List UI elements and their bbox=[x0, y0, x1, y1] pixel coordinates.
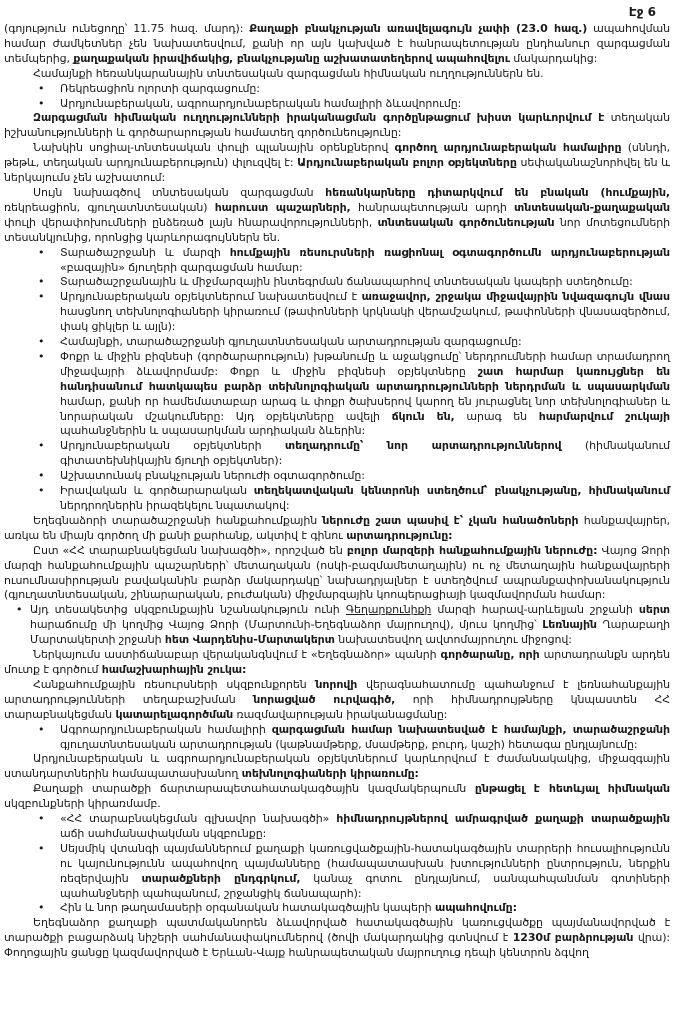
text-run: «ՀՀ տարաբնակեցման գլխավոր նախագծի» bbox=[60, 812, 337, 826]
text-run: ներուժը շատ պասիվ է՝ չկան հանածոների bbox=[322, 513, 579, 527]
paragraph bbox=[4, 141, 670, 186]
bullet-icon: • bbox=[16, 603, 23, 617]
text-run: Ռեկրեացիոն ոլորտի զարգացումը: bbox=[60, 81, 260, 95]
text-run: հիմնադրույթներով ամրագրված քաղաքի տարածքային bbox=[336, 812, 670, 826]
text-run: Քաղաքի բնակչության առավելագույն չափի (23.0 հազ.) bbox=[249, 22, 588, 35]
bullet-icon: • bbox=[38, 335, 45, 349]
text-run: Տարածաշրջանի և մարզի bbox=[60, 245, 230, 259]
bullet-item bbox=[4, 350, 670, 439]
text-run: զարգացման համար նախատեսված է համայնքի, տարածաշրջանի bbox=[271, 722, 670, 736]
text-run: որի հիմնադրույթները կնպաստեն ՀՀ տարաբնակեցման bbox=[4, 692, 671, 721]
bullet-item bbox=[4, 484, 670, 514]
text-run: 1230մ բարձրության bbox=[512, 931, 634, 945]
bullet-item bbox=[4, 97, 670, 112]
text-run: Իրավական և գործարարական bbox=[60, 484, 254, 498]
text-run: (հիմնականում գիտատեխնիկային ճյուղի օբյեկտներ): bbox=[60, 439, 670, 468]
text-run: ապահովման համար ժամկետներ չեն նախատեսվում, քանի որ այն կախված է հանրապետության ընդհանուր զարգացման տեմպերից, bbox=[4, 22, 671, 65]
text-run: Եղեգնաձոր քաղաքի պատմականորեն ձևավորված հատակագծային կառուցվածքը պայմանավորված է տարածքի բացարձակ նիշերի սահմանափակումներով (ծովի մակարդակից գտնվում է bbox=[4, 916, 670, 945]
text-run: Արդյունաբերական օբյեկտների bbox=[60, 439, 285, 453]
text-run: (սննդի, թեթև, տեղական արդյունաբերություն) փլուզվել է: bbox=[4, 141, 670, 170]
text-run: Համայնքի հեռանկարանային տնտեսական զարգացման հիմնական ուղղություններն են. bbox=[33, 66, 544, 80]
text-run: գործող արդյունաբերական համալիրը bbox=[394, 141, 622, 155]
text-run: Փոքր և միջին բիզնեսի (գործարարություն) խթանումը և աջակցումը՝ ներդրումների համար տրամադրող միջավայրի ձևավորմամբ: Փոքր և միջին բիզնեսի օբյեկտները bbox=[60, 349, 670, 378]
text-run: կատարելագործման bbox=[115, 707, 234, 721]
text-run: Աշխատունակ բնակչության ներուժի օգտագործումը: bbox=[60, 469, 365, 483]
text-run: պահանջներին և սպասարկման արդիական ձևերին: bbox=[60, 424, 366, 438]
bullet-item bbox=[4, 275, 670, 290]
bullet-icon: • bbox=[38, 439, 45, 453]
bullet-item bbox=[4, 246, 670, 276]
text-run: համաշխարհային շուկա: bbox=[101, 662, 247, 676]
text-run: տեխնոլոգիաների կիրառումը: bbox=[241, 767, 419, 781]
text-run: ռեկրեացիոն, գյուղատնտեսական) bbox=[4, 200, 215, 214]
bullet-item bbox=[4, 335, 670, 350]
paragraph bbox=[4, 678, 670, 723]
text-run: Նախկին սոցիալ-տնտեսական փուլի պլանային օրենքներով bbox=[33, 141, 395, 155]
text-run: ռազմավարության իրականացմանը: bbox=[233, 707, 448, 721]
document-body bbox=[4, 22, 670, 961]
text-run: հանքավայրեր, առկա են միայն գործող մի քանի քարհանք, ակտիվ է գինու bbox=[4, 513, 670, 542]
text-run: Հին և նոր թաղամասերի օրգանական հատակագծային կապերի bbox=[60, 901, 435, 915]
text-run: Ագրոարդյունաբերական համալիրի bbox=[60, 722, 272, 736]
text-run: Ղարաբաղի Մարտակերտի շրջանի bbox=[30, 618, 670, 647]
text-run: հանդիսանում հատկապես բարձր տեխնոլոգիական արտադրությունների ներդրման և սպասարկման bbox=[60, 379, 670, 393]
bullet-icon: • bbox=[38, 275, 45, 289]
text-run: հարմարվում շուկայի bbox=[538, 409, 671, 423]
bullet-item bbox=[4, 439, 670, 469]
text-run: Ներկայումս աստիճանաբար վերականգնվում է «Եղեգնաձոր» պանրի bbox=[33, 648, 441, 662]
text-run: հասցնող տեխնոլոգիաների կիրառում (թափոնների կրկնակի վերամշակում, թափոնների վնասազերծում, փակ ցիկլեր և այլն): bbox=[60, 305, 670, 334]
text-run: (գոյություն ունեցողը՝ 11.75 հազ. մարդ): bbox=[4, 22, 250, 35]
text-run: նորովի bbox=[315, 677, 358, 691]
bullet-icon: • bbox=[38, 812, 45, 826]
text-run: Գեղարքունիքի bbox=[345, 603, 432, 617]
bullet-item bbox=[4, 82, 670, 97]
text-run: Սեյսմիկ վտանգի պայմաններում քաղաքի կառուցվածքային-հատակագծային տարրերի հուսալիությունն ու կայունությունն ապահովող պայմանները (համապատասխան խտությունների ընտրություն, ներքին ռեզերվային bbox=[60, 841, 670, 885]
text-run: արտադրությունը: bbox=[346, 528, 453, 542]
text-run: հարաճումը մի կողմից Վայոց Ձորի (Մարտունի-Եղեգնաձոր մայրուղով), մյուս կողմից՝ bbox=[30, 618, 543, 632]
bullet-icon: • bbox=[38, 469, 45, 483]
text-run: ընթացել է հետևյալ հիմնական bbox=[474, 782, 670, 796]
paragraph bbox=[4, 544, 670, 604]
text-run: համար, քանի որ համեմատաբար արագ և փոքր ծախսերով կարող են յուրացնել նոր տեխնոլոգիաներ և նորարական մշակումները: Այդ օբյեկտները ավելի bbox=[60, 394, 670, 423]
bullet-icon: • bbox=[38, 96, 45, 110]
text-run: քաղաքական իրավիճակից, բնակչությանը աշխատատեղերով ապահովելու bbox=[73, 51, 510, 65]
text-run: տեղական իշխանությունների և գործարարության համատեղ գործունեությունը: bbox=[4, 111, 670, 140]
text-run: Տարածաշրջանային և միջմարզային ինտեգրման ճանապարհով տնտեսական կապերի ստեղծումը: bbox=[60, 275, 633, 289]
bullet-item bbox=[4, 603, 670, 648]
text-run: մարզի հարավ-արևելյան շրջանի bbox=[431, 603, 639, 617]
text-run: հետ Վարդենիս-Մարտակերտ bbox=[164, 633, 335, 647]
text-run: սերտ bbox=[638, 603, 670, 617]
bullet-icon: • bbox=[38, 245, 45, 259]
text-run: տեղադրումը՝ նոր արտադրություններով bbox=[284, 439, 562, 453]
paragraph bbox=[4, 648, 670, 678]
text-run: արագ են bbox=[454, 409, 539, 423]
text-run: Արդյունաբերական բոլոր օբյեկտները bbox=[297, 156, 517, 170]
text-run: Զարգացման հիմնական ուղղությունների իրականացման գործընթացում խիստ կարևորվում է bbox=[33, 111, 605, 125]
paragraph bbox=[4, 67, 670, 82]
bullet-item bbox=[4, 901, 670, 916]
text-run: տարածքների ընդգրկում, bbox=[141, 871, 301, 885]
bullet-icon: • bbox=[38, 484, 45, 498]
text-run: Արդյունաբերական և ագրոարդյունաբերական օբյեկտներում կարևորվում է ժամանակակից, միջազգային ստանդարտներին համապատասխանող bbox=[4, 752, 670, 781]
text-run: տնտեսական գործունեության bbox=[377, 215, 555, 229]
text-run: աճի սահմանափակման սկզբունքը: bbox=[60, 826, 267, 840]
text-run: տնտեսական-քաղաքական bbox=[514, 200, 670, 214]
text-run: Արդյունաբերական օբյեկտներում նախատեսվում է bbox=[60, 290, 362, 304]
bullet-icon: • bbox=[38, 722, 45, 736]
text-run: հումքային ռեսուրսների ռացիոնալ օգտագործումն արդյունաբերության bbox=[229, 245, 670, 259]
text-run: վրա): Փողոցային ցանցը կազմավորված է Երևան-Վայք հանրապետական մայրուղուց դեպի կենտրոն ձգվող bbox=[4, 931, 670, 960]
text-run: Համայնքի, տարածաշրջանի գյուղատնտեսական արտադրության զարգացումը: bbox=[60, 335, 522, 349]
bullet-item bbox=[4, 469, 670, 484]
text-run: Եղեգնաձորի տարածաշրջանի հանքահումքային bbox=[33, 513, 323, 527]
text-run: նորացված ուրվագիծ, bbox=[253, 692, 396, 706]
text-run: հարուստ պաշարների, bbox=[214, 200, 351, 214]
text-run: փուլի վերափոխումների ընձեռած լայն հնարավորությունների, bbox=[4, 215, 378, 229]
bullet-item bbox=[4, 290, 670, 335]
text-run: Արդյունաբերական, ագրոարդյունաբերական համալիրի ձևավորումը: bbox=[60, 96, 462, 110]
text-run: գյուղատնտեսական արտադրության (կաթնամթերք, մսամթերք, բուրդ, կաշի) հետագա ընդլայնումը: bbox=[60, 737, 638, 751]
text-run: Քաղաքի տարածքի ճարտարապետահատակագծային կազմակերպումն bbox=[33, 782, 475, 796]
text-run: Լեռնային bbox=[542, 618, 597, 632]
text-run: Հանքահումքային ռեսուրսների սկզբունքորեն bbox=[33, 677, 316, 691]
bullet-icon: • bbox=[38, 349, 45, 363]
text-run: Ըստ «ՀՀ տարաբնակեցման նախագծի», որոշված են bbox=[33, 543, 347, 557]
text-run: մակարդակից: bbox=[509, 51, 598, 65]
text-run: նոր մոտեցումների տեսանկյունից, որոնցից կարևորագույններն են. bbox=[4, 215, 670, 244]
text-run: Վայոց Ձորի մարզի հանքահումքային պաշարների՝ մետաղական (ոսկի-բազմամետաղային) ու ոչ մետաղային հանքավայրերի ուսումնասիրության բավականին բարձր մակարդակը՝ նախադրյալներ է ստեղծվում ապրանքափոխանակություն (գյուղատնտեսական, շինարարական, բուժական) միջմարզային կոոպերացիայի կազմավորման համար: bbox=[4, 543, 670, 602]
paragraph bbox=[4, 782, 670, 812]
bullet-item bbox=[4, 842, 670, 902]
text-run: Այդ տեսակետից սկզբունքային նշանակություն ունի bbox=[30, 603, 346, 617]
bullet-icon: • bbox=[38, 901, 45, 915]
text-run: սեփականաշնորհվել են և ներկայումս չեն աշխատում: bbox=[4, 156, 671, 185]
text-run: կանաչ գոտու ընդլայնում, սանպահպանման գոտիների պահանջների պահպանում, շրջանցիկ ճանապարհ): bbox=[60, 871, 670, 900]
text-run: բոլոր մարզերի հանքահումքային ներուժը: bbox=[346, 543, 598, 557]
paragraph bbox=[4, 111, 670, 141]
text-run: ներդրողներին իրազեկելու նպատակով: bbox=[60, 499, 290, 512]
text-run: վերագնահատումը պահանջում է լեռնահանքային արտադրությունների տեղաբաշխման bbox=[4, 677, 670, 706]
text-run: շատ հարմար կառույցներ են bbox=[477, 364, 670, 378]
paragraph bbox=[4, 186, 670, 246]
bullet-item bbox=[4, 812, 670, 842]
paragraph bbox=[4, 752, 670, 782]
page-number: Էջ 6 bbox=[628, 5, 656, 19]
text-run: նախատեսվող ավտոմայրուղու միջոցով: bbox=[334, 633, 572, 647]
text-run: սկզբունքների կիրառմամբ. bbox=[4, 797, 161, 811]
text-run: հանրապետության արդի bbox=[350, 200, 515, 214]
text-run: գործարանը, որի bbox=[440, 648, 540, 662]
bullet-icon: • bbox=[38, 841, 45, 855]
bullet-icon: • bbox=[38, 290, 45, 304]
text-run: առաջավոր, շրջակա միջավայրին նվազագույն վնաս bbox=[361, 290, 670, 304]
bullet-icon: • bbox=[38, 81, 45, 95]
paragraph bbox=[4, 514, 670, 544]
text-run: հեռանկարները դիտարկվում են բնական (հումքային, bbox=[325, 185, 670, 199]
text-run: ճկուն են, bbox=[391, 409, 455, 423]
text-run: տեղեկատվական կենտրոնի ստեղծում՝ բնակչությանը, հիմնականում bbox=[253, 484, 670, 498]
text-run: ապահովումը: bbox=[434, 901, 517, 915]
text-run: Սույն նախագծով տնտեսական զարգացման bbox=[33, 185, 326, 199]
paragraph bbox=[4, 916, 670, 961]
paragraph bbox=[4, 22, 670, 67]
bullet-item bbox=[4, 723, 670, 753]
text-run: արտադրանքն արդեն մուտք է գործում bbox=[4, 648, 670, 676]
text-run: «բազային» ճյուղերի զարգացման համար: bbox=[60, 260, 303, 274]
